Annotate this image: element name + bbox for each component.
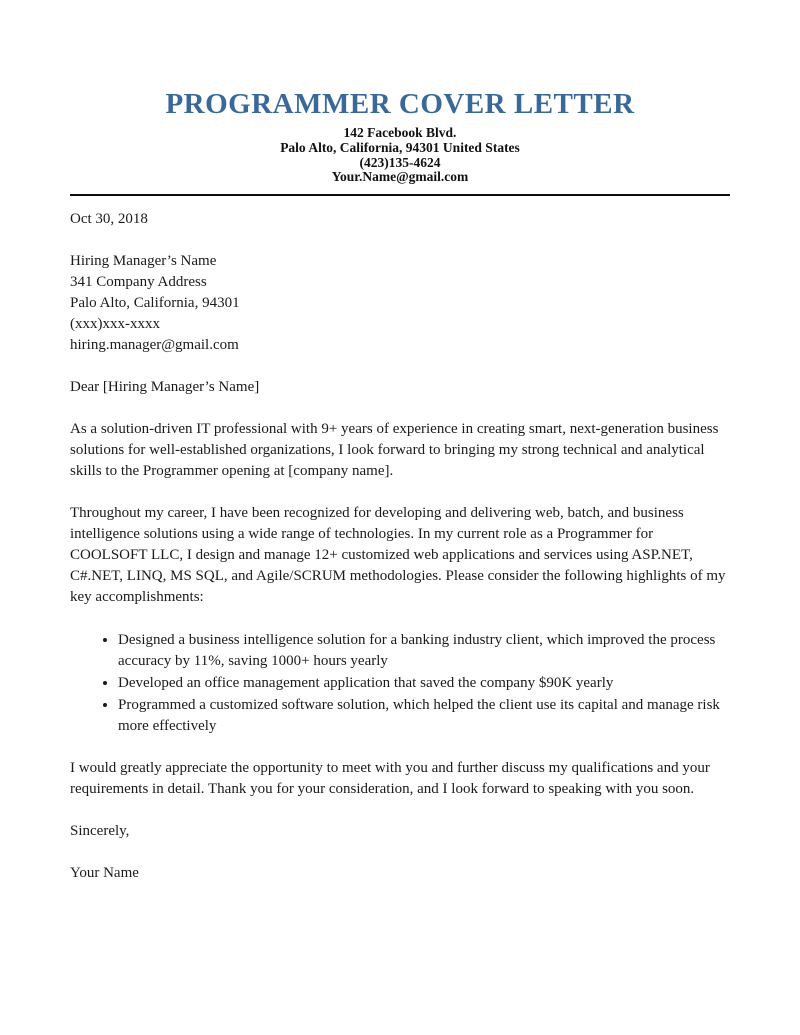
recipient-email: hiring.manager@gmail.com bbox=[70, 337, 239, 354]
list-item: • Developed an office management application that saved the company $90K yearly bbox=[118, 672, 730, 694]
sender-phone: (423)135-4624 bbox=[359, 154, 441, 170]
list-item: • Designed a business intelligence solution for a banking industry client, which improved the process accuracy by 11%, saving 1000+ hours yearly bbox=[118, 629, 730, 672]
recipient-phone: (xxx)xxx-xxxx bbox=[70, 316, 160, 333]
recipient-city-line: Palo Alto, California, 94301 bbox=[70, 295, 240, 312]
sender-email: Your.Name@gmail.com bbox=[331, 169, 469, 185]
accomplishments-list bbox=[70, 629, 730, 737]
page-title: PROGRAMMER COVER LETTER bbox=[165, 88, 635, 120]
sender-contact-block bbox=[70, 126, 730, 185]
recipient-address: 341 Company Address bbox=[70, 274, 207, 291]
letter-body bbox=[70, 209, 730, 884]
valediction: Sincerely, bbox=[70, 823, 130, 840]
sender-address-line1: 142 Facebook Blvd. bbox=[343, 125, 457, 140]
recipient-name: Hiring Manager’s Name bbox=[70, 253, 217, 270]
list-item: • Programmed a customized software solution, which helped the client use its capital and manage risk more effectively bbox=[118, 694, 730, 737]
paragraph-closing: I would greatly appreciate the opportunity to meet with you and further discuss my qualifications and your requirements in detail. Thank you for your consideration, and I look forward to speaking with you soon. bbox=[70, 760, 710, 798]
paragraph-career: Throughout my career, I have been recognized for developing and delivering web, batch, and business intelligence solutions using a wide range of technologies. In my current role as a Programmer for COOLSOFT LLC, I design and manage 12+ customized web applications and services using ASP.NET, C#.NET, LINQ, MS SQL, and Agile/SCRUM methodologies. Please consider the following highlights of my key accomplishments: bbox=[70, 505, 726, 606]
letterhead bbox=[70, 90, 730, 196]
header-divider bbox=[70, 194, 730, 196]
salutation: Dear [Hiring Manager’s Name] bbox=[70, 379, 260, 396]
date-line: Oct 30, 2018 bbox=[70, 211, 148, 228]
recipient-block bbox=[70, 251, 730, 356]
sender-address-line2: Palo Alto, California, 94301 United States bbox=[280, 139, 520, 155]
paragraph-intro: As a solution-driven IT professional with 9+ years of experience in creating smart, next-generation business solutions for well-established organizations, I look forward to bringing my strong technical and analytical skills to the Programmer opening at [company name]. bbox=[70, 421, 719, 480]
signature-name: Your Name bbox=[70, 865, 139, 882]
